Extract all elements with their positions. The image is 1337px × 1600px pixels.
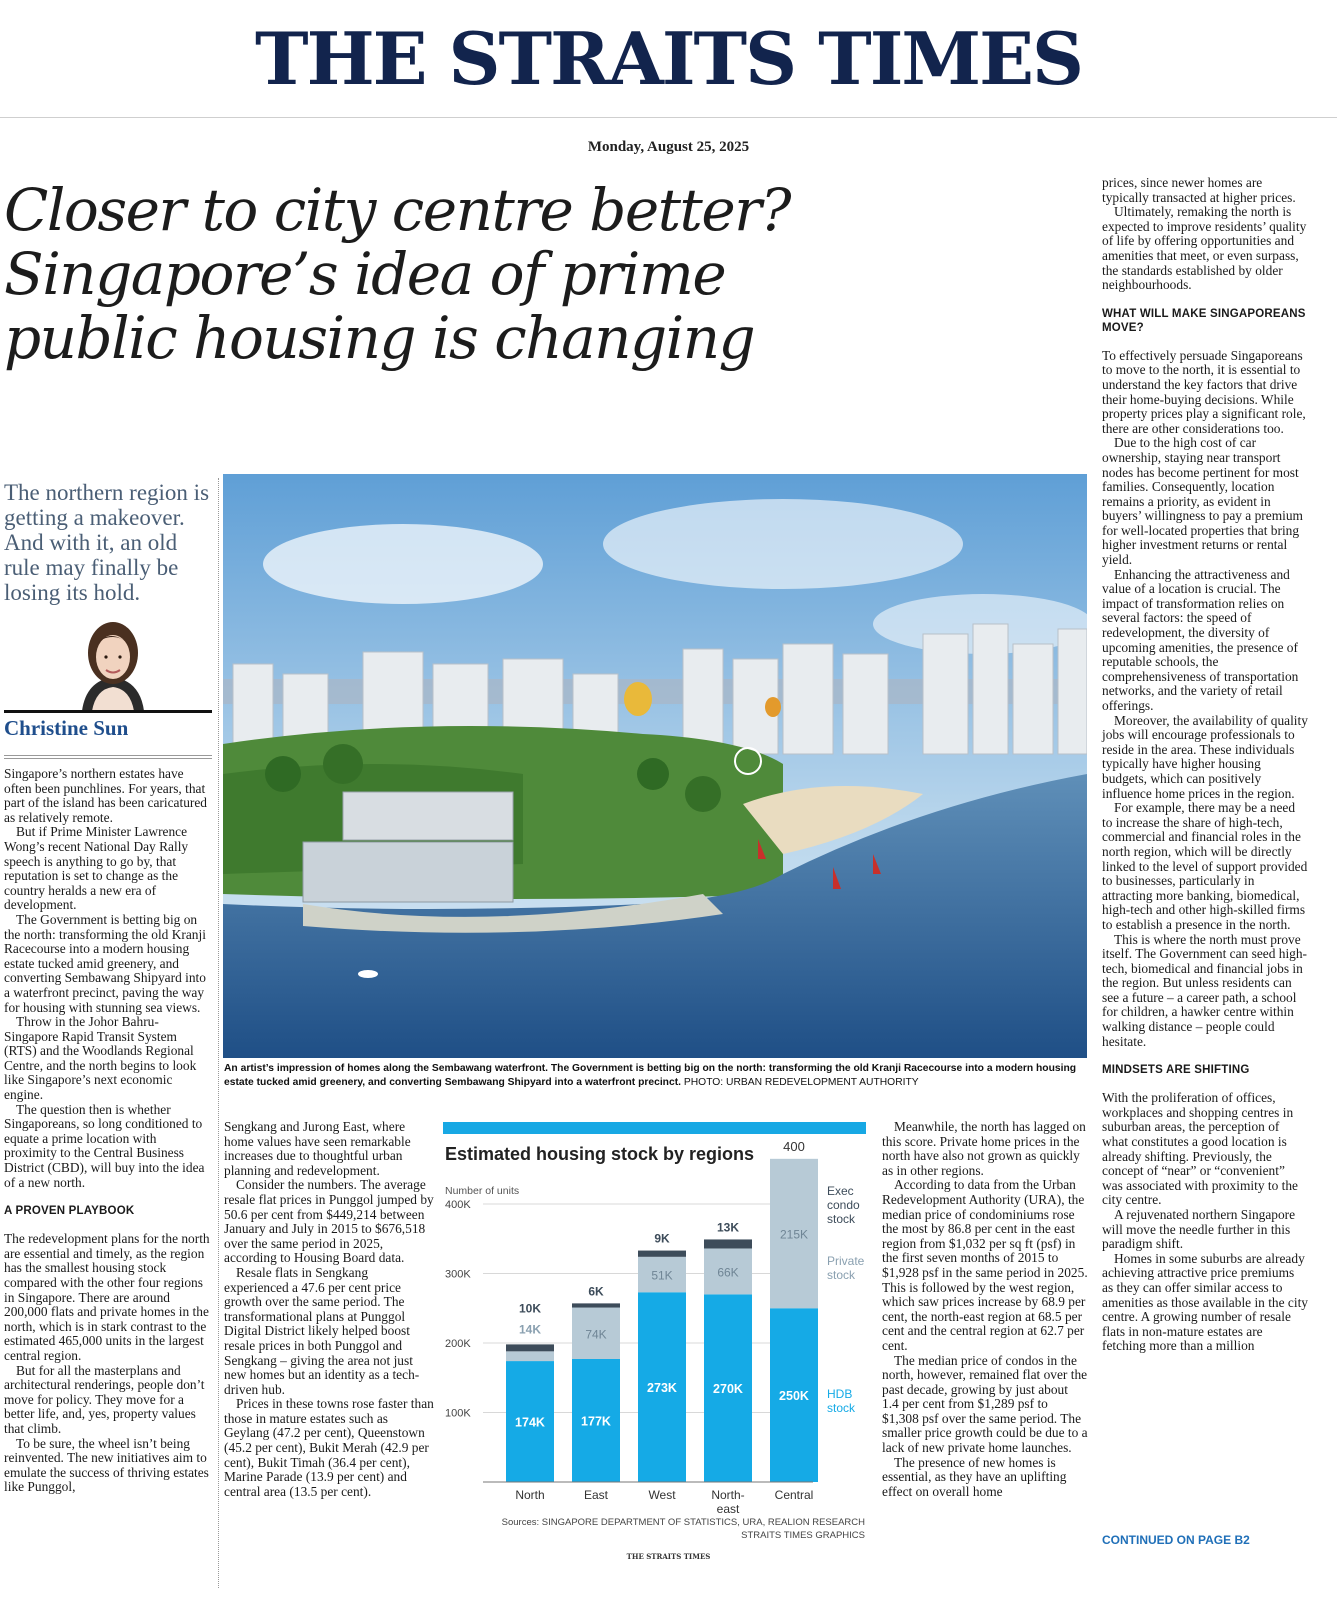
photo-caption: [224, 1062, 1088, 1090]
paragraph: The redevelopment plans for the north are essential and timely, as the region has the smallest housing stock compared with the other four regions in Singapore. There are around 200,000 flats and private homes in the north, which is in stark contrast to the estimated 465,000 units in the largest central region.: [4, 1231, 210, 1363]
chart-legend-label: condo: [827, 1198, 860, 1212]
chart-data-label: 14K: [518, 1322, 542, 1337]
chart-data-label: 177K: [581, 1414, 611, 1429]
chart-legend-label: stock: [827, 1212, 856, 1226]
paragraph: The question then is whether Singaporeans, so long conditioned to equate a prime location with proximity to the Central Business District (CBD), will buy into the idea of a new north.: [4, 1101, 205, 1190]
paragraph: According to data from the Urban Redevelopment Authority (URA), the median price of condominiums rose the most by 86.8 per cent in the east region from $1,032 per sq ft (psf) in the first seven months of 2015 to $1,928 psf in the same period in 2025. This is followed by the west region, which saw prices increase by 68.9 per cent, the north-east region at 68.5 per cent and the central region at 62.7 per cent.: [882, 1177, 1088, 1353]
paragraph: For example, there may be a need to increase the share of high-tech, commercial and financial roles in the north region, which will be directly linked to the level of support provided to businesses, particularly in attracting more banking, biomedical, high-tech and other high-skilled firms to establish a presence in the north.: [1102, 800, 1308, 932]
chart-legend-label: stock: [827, 1268, 856, 1282]
chart-category-label: North: [515, 1488, 545, 1502]
article-column-4: [882, 1120, 1088, 1499]
waterfront-artist-impression: [223, 474, 1087, 1058]
chart-canvas: [443, 1140, 873, 1540]
article-column-3: [224, 1120, 434, 1499]
paragraph: A rejuvenated northern Singapore will move the needle further in this paradigm shift.: [1102, 1207, 1296, 1252]
chart-data-label: 66K: [717, 1265, 739, 1280]
chart-bar-exec-condo-stock: [506, 1344, 554, 1351]
footer-logo: THE STRAITS TIMES: [626, 1552, 711, 1561]
chart-data-label: 74K: [585, 1327, 607, 1342]
subhead-mindsets: MINDSETS ARE SHIFTING: [1102, 1064, 1250, 1077]
paragraph: Throw in the Johor Bahru-Singapore Rapid Transit System (RTS) and the Woodlands Regional Centre, and the north begins to look like Singapore’s next economic engine.: [4, 1014, 197, 1103]
chart-category-label: North-: [711, 1488, 745, 1502]
paragraph: Homes in some suburbs are already achieving attractive price premiums as they can offer similar access to amenities as those available in the city centre. A growing number of resale flats in non-mature estates are fetching more than a million: [1102, 1250, 1308, 1354]
paragraph: The median price of condos in the north, however, remained flat over the past decade, growing by just about 1.4 per cent from $1,289 psf to $1,308 psf over the same period. The smaller price growth could be due to a lack of new private home launches.: [882, 1352, 1088, 1456]
chart-legend-label: stock: [827, 1401, 856, 1415]
chart-ytick-label: 200K: [445, 1338, 471, 1350]
chart-ytick-label: 100K: [445, 1407, 471, 1420]
paragraph: Consider the numbers. The average resale flat prices in Punggol jumped by 50.6 per cent from $449,214 between January and July in 2015 to $676,518 over the same period in 2025, according to Housing Board data.: [224, 1177, 434, 1266]
chart-source: Sources: SINGAPORE DEPARTMENT OF STATISTICS, URA, REALION RESEARCH: [501, 1517, 865, 1528]
author-avatar: [52, 615, 174, 711]
chart-total-label: 400: [783, 1140, 805, 1154]
chart-title: Estimated housing stock by regions: [445, 1144, 755, 1164]
subhead-proven-playbook: A PROVEN PLAYBOOK: [4, 1205, 135, 1218]
headline: [4, 178, 1094, 370]
paragraph: Meanwhile, the north has lagged on this score. Private home prices in the north have also not grown as quickly as in other regions.: [882, 1119, 1086, 1178]
column-divider: [218, 478, 219, 1588]
chart-bar-exec-condo-stock: [638, 1251, 686, 1257]
chart-category-label: Central: [774, 1488, 814, 1502]
chart-legend-label: Private: [827, 1254, 865, 1268]
dateline: Monday, August 25, 2025: [587, 139, 750, 155]
chart-bar-exec-condo-stock: [572, 1303, 620, 1307]
continued-link[interactable]: CONTINUED ON PAGE B2: [1102, 1533, 1250, 1547]
chart-bar-exec-condo-stock: [704, 1239, 752, 1248]
byline-rule-top: [4, 710, 212, 713]
headline-line-2: Singapore’s idea of prime: [4, 240, 726, 308]
paragraph: Sengkang and Jurong East, where home values have seen remarkable increases due to thoughtful urban planning and redevelopment.: [224, 1119, 411, 1178]
paragraph: The Government is betting big on the north: transforming the old Kranji Racecourse into a modern housing estate tucked amid greenery, and converting Sembawang Shipyard into a waterfront precinct, paving the way for housing with stunning sea views.: [4, 911, 206, 1015]
chart-data-label: 250K: [779, 1389, 809, 1404]
chart-legend-label: Exec: [827, 1184, 854, 1198]
paragraph: With the proliferation of offices, workplaces and shopping centres in suburban areas, the perception of what constitutes a good location is already shifting. Previously, the concept of “near” or “convenient” was associated with proximity to the city centre.: [1102, 1090, 1298, 1208]
chart-bar-private-stock: [506, 1351, 554, 1361]
chart-category-label: east: [716, 1502, 740, 1516]
article-column-5: [1102, 176, 1308, 1354]
chart-legend-label: HDB: [827, 1387, 853, 1401]
caption-text: An artist’s impression of homes along the Sembawang waterfront. The Government is betting big on the north: transforming the old Kranji Racecourse into a modern housing estate tucked amid greenery, and converting Sembawang Shipyard into a waterfront precinct.: [224, 1063, 1077, 1088]
chart-ytick-label: 300K: [445, 1268, 471, 1281]
chart-data-label: 6K: [588, 1284, 604, 1299]
paragraph: Enhancing the attractiveness and value of a location is crucial. The impact of transformation relies on several factors: the speed of redevelopment, the diversity of upcoming amenities, the presence of reputable schools, the comprehensiveness of transportation networks, and the variety of retail offerings.: [1102, 566, 1299, 713]
chart-data-label: 273K: [647, 1381, 677, 1396]
headline-line-3: public housing is changing: [4, 304, 755, 372]
paragraph: Ultimately, remaking the north is expected to improve residents’ quality of life by offering opportunities and amenities that meet, or even surpass, the standards established by older neighbourhoods.: [1102, 204, 1307, 293]
chart-ylabel: Number of units: [445, 1185, 520, 1197]
paragraph: Prices in these towns rose faster than those in mature estates such as Geylang (47.2 per cent), Queenstown (45.2 per cent), Bukit Merah (42.9 per cent), Bukit Timah (36.4 per cent), Marine Parade (13.9 per cent) and central area (13.5 per cent).: [224, 1396, 434, 1499]
masthead: [0, 0, 1337, 118]
paragraph: Singapore’s northern estates have often been punchlines. For years, that part of the island has been caricatured as relatively remote.: [4, 766, 207, 825]
chart-credit: STRAITS TIMES GRAPHICS: [741, 1530, 865, 1540]
chart-data-label: 9K: [654, 1231, 670, 1246]
paragraph: Moreover, the availability of quality jobs will encourage professionals to reside in the area. These individuals typically have higher housing budgets, which can positively influence home prices in the region.: [1102, 712, 1308, 801]
byline-rule-bottom: [4, 755, 212, 759]
standfirst: The northern region is getting a makeover. And with it, an old rule may finally be losing its hold.: [4, 480, 210, 605]
paragraph: This is where the north must prove itself. The Government can seed high-tech, biomedical and financial jobs in the region. But unless residents can see a future – a career path, a school for children, a hawker centre within walking distance – people could hesitate.: [1102, 931, 1308, 1049]
subhead-what-will-make: WHAT WILL MAKE SINGAPOREANS MOVE?: [1102, 307, 1306, 334]
chart-data-label: 215K: [779, 1227, 809, 1242]
paragraph: But for all the masterplans and architectural renderings, people don’t move for policy. They move for a better life, and, yes, property values that climb.: [4, 1362, 205, 1436]
chart-data-label: 10K: [518, 1301, 542, 1316]
chart-accent-bar: [443, 1122, 866, 1134]
paragraph: prices, since newer homes are typically transacted at higher prices.: [1102, 175, 1296, 205]
article-column-1: [4, 767, 212, 1495]
paragraph: But if Prime Minister Lawrence Wong’s recent National Day Rally speech is anything to go by, that reputation is set to change as the country heralds a new era of development.: [4, 824, 189, 913]
paragraph: Due to the high cost of car ownership, staying near transport nodes has become pertinent for most families. Consequently, location remains a priority, as evident in buyers’ willingness to pay a premium for well-located properties that bring higher investment returns or rental yield.: [1102, 435, 1303, 568]
chart-data-label: 174K: [515, 1415, 545, 1430]
chart-data-label: 13K: [716, 1220, 740, 1235]
paragraph: The presence of new homes is essential, as they have an uplifting effect on overall home: [882, 1454, 1067, 1499]
masthead-title: THE STRAITS TIMES: [255, 16, 1082, 101]
paragraph: Resale flats in Sengkang experienced a 47.6 per cent price growth over the same period. The transformational plans at Punggol Digital District likely helped boost resale prices in both Punggol and Sengkang – giving the area not just new homes but an identity as a tech-driven hub.: [224, 1264, 420, 1397]
chart-category-label: West: [648, 1488, 676, 1502]
paragraph: To be sure, the wheel isn’t being reinvented. The new initiatives aim to emulate the success of thriving estates like Punggol,: [4, 1435, 209, 1495]
paragraph: To effectively persuade Singaporeans to move to the north, it is essential to understand the key factors that drive their home-buying decisions. While property prices play a significant role, there are other considerations too.: [1102, 347, 1306, 436]
chart-data-label: 51K: [651, 1268, 673, 1283]
photo-credit: PHOTO: URBAN REDEVELOPMENT AUTHORITY: [683, 1077, 919, 1088]
chart-data-label: 270K: [713, 1382, 743, 1397]
headline-line-1: Closer to city centre better?: [4, 176, 790, 244]
housing-stock-chart: [443, 1140, 873, 1540]
author-byline[interactable]: Christine Sun: [4, 716, 129, 740]
chart-ytick-label: 400K: [445, 1199, 471, 1211]
chart-category-label: East: [583, 1488, 609, 1502]
